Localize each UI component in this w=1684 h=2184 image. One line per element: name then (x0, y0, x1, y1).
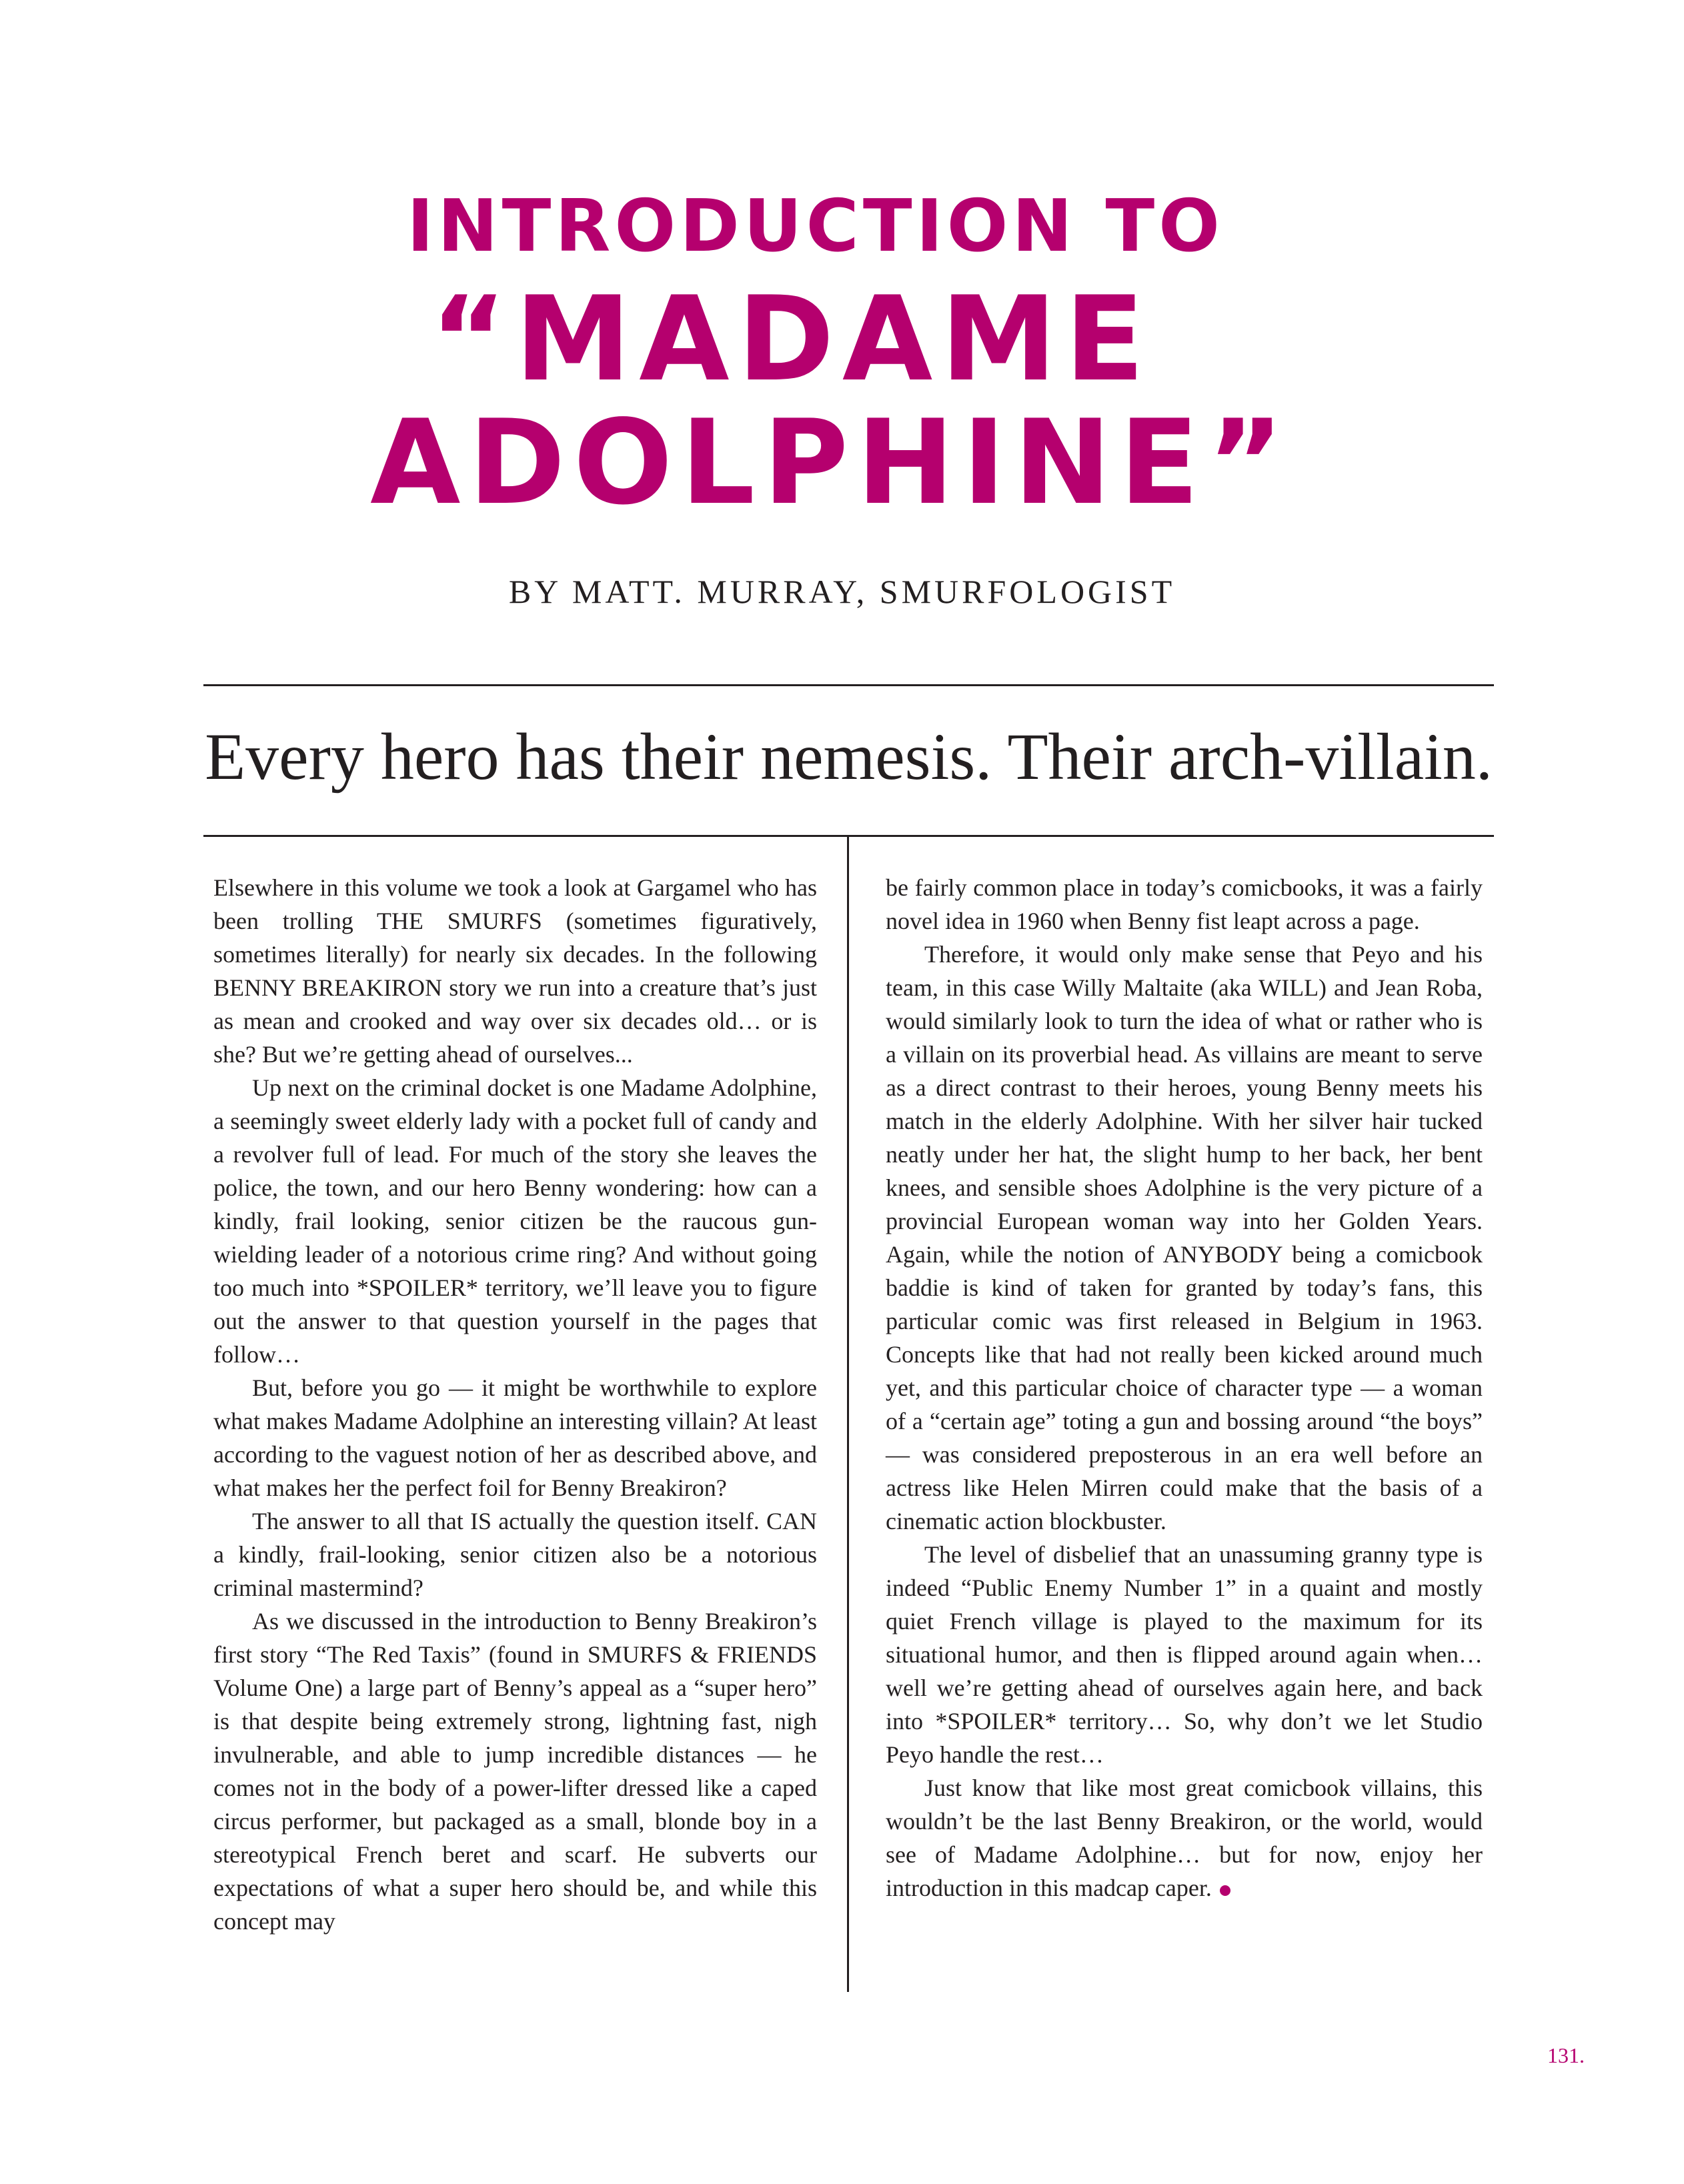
paragraph: As we discussed in the introduction to Benny Breakiron’s first story “The Red Taxis” (found in SMURFS & FRIENDS Volume One) a large part of Benny’s appeal as a “super hero” is that despite being extremely strong, lightning fast, nigh invulnerable, and able to jump incredible distances — he comes not in the body of a power-lifter dressed like a caped circus performer, but packaged as a small, blonde boy in a stereotypical French beret and scarf. He subverts our expectations of what a super hero should be, and while this concept may (213, 1608, 817, 1935)
title-line-2: “MADAME (430, 272, 1152, 407)
paragraph: But, before you go — it might be worthwhile to explore what makes Madame Adolphine an interesting villain? At least according to the vaguest notion of her as described above, and what makes her the perfect foil for Benny Breakiron? (213, 1374, 817, 1501)
left-column (213, 871, 817, 1938)
title-line-3: ADOLPHINE” (370, 395, 1292, 531)
paragraph: The answer to all that IS actually the question itself. CAN a kindly, frail-looking, senior citizen also be a notorious criminal mastermind? (213, 1508, 817, 1601)
paragraph: Elsewhere in this volume we took a look at Gargamel who has been trolling THE SMURFS (sometimes figuratively, sometimes literally) for nearly six decades. In the following BENNY BREAKIRON story we run into a creature that’s just as mean and crooked and way over six decades old… or is she? But we’re getting ahead of ourselves... (213, 874, 817, 1068)
paragraph: Up next on the criminal docket is one Madame Adolphine, a seemingly sweet elderly lady with a pocket full of candy and a revolver full of lead. For much of the story she leaves the police, the town, and our hero Benny wondering: how can a kindly, frail looking, senior citizen be the raucous gun-wielding leader of a notorious crime ring? And without going too much into *SPOILER* territory, we’ll leave you to figure out the answer to that question yourself in the pages that follow… (213, 1074, 817, 1368)
right-column (886, 871, 1483, 1905)
title-line-1: INTRODUCTION TO (407, 185, 1224, 268)
column-divider (847, 835, 849, 1992)
byline: BY MATT. MURRAY, SMURFOLOGIST (508, 573, 1176, 610)
paragraph: Therefore, it would only make sense that Peyo and his team, in this case Willy Maltaite (aka WILL) and Jean Roba, would similarly look to turn the idea of what or rather who is a villain on its proverbial head. As villains are meant to serve as a direct contrast to their heroes, young Benny meets his match in the elderly Adolphine. With her silver hair tucked neatly under her hat, the slight hump to her back, her bent knees, and sensible shoes Adolphine is the very picture of a provincial European woman way into her Golden Years. Again, while the notion of ANYBODY being a comicbook baddie is kind of taken for granted by today’s fans, this particular comic was first released in Belgium in 1963. Concepts like that had not really been kicked around much yet, and this particular choice of character type — a woman of a “certain age” toting a gun and bossing around “the boys” — was considered preposterous in an era well before an actress like Helen Mirren could make that the basis of a cinematic action blockbuster. (886, 941, 1483, 1534)
paragraph: The level of disbelief that an unassuming granny type is indeed “Public Enemy Number 1” in a quaint and mostly quiet French village is played to the maximum for its situational humor, and then is flipped around again when… well we’re getting ahead of ourselves again here, and back into *SPOILER* territory… So, why don’t we let Studio Peyo handle the rest… (886, 1541, 1483, 1768)
paragraph-final-text: Just know that like most great comicbook villains, this wouldn’t be the last Benny Breakiron, or the world, would see of Madame Adolphine… but for now, enjoy her introduction in this madcap caper. (886, 1775, 1483, 1901)
top-rule (203, 684, 1494, 686)
page-number: 131. (1547, 2043, 1585, 2067)
end-mark-icon (1220, 1885, 1230, 1896)
paragraph: be fairly common place in today’s comicbooks, it was a fairly novel idea in 1960 when Benny fist leapt across a page. (886, 874, 1483, 934)
tagline: Every hero has their nemesis. Their arch-villain. (205, 720, 1493, 794)
paragraph-final (886, 1771, 1483, 1905)
